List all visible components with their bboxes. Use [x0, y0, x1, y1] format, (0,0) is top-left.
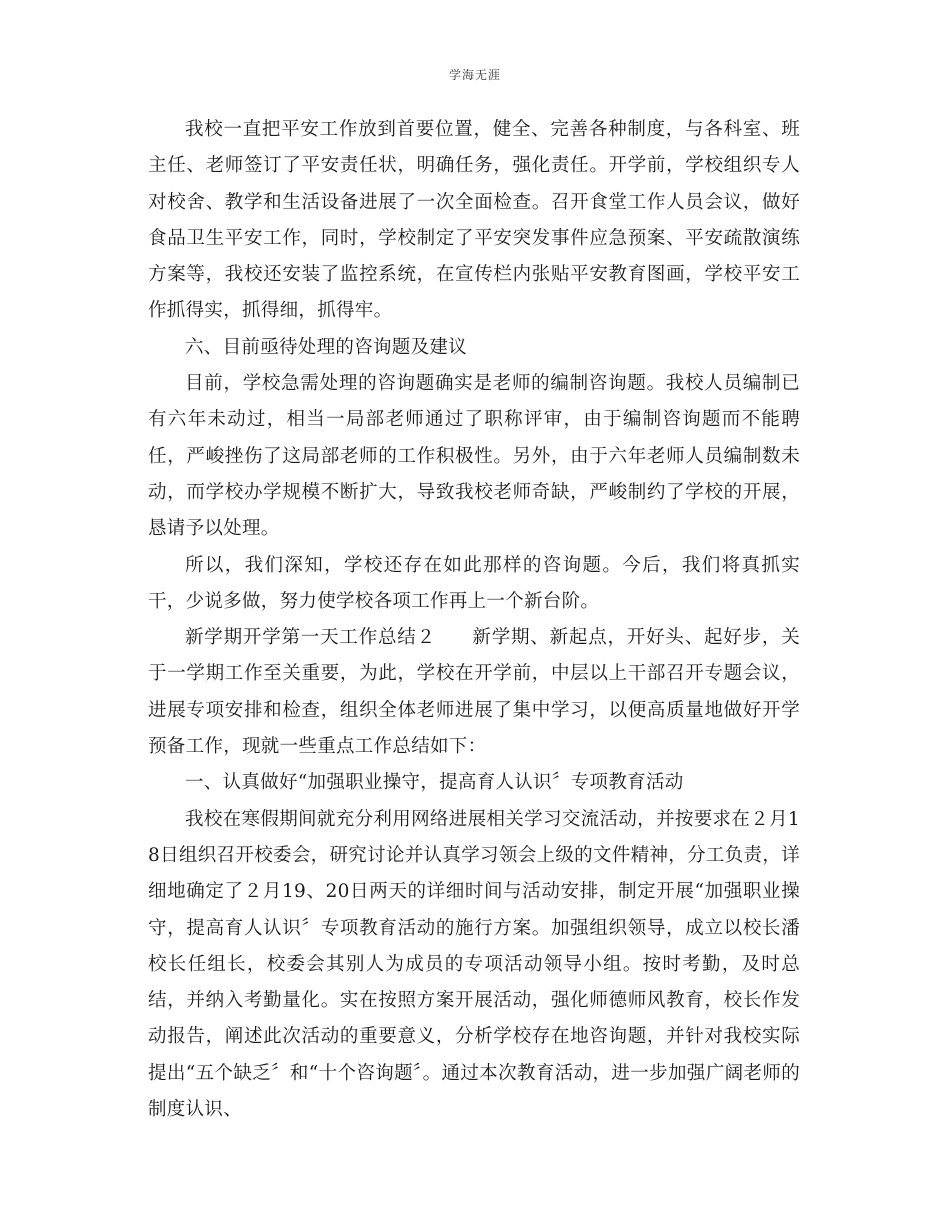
summary-two-body: 新学期、新起点，开好头、起好步，关于一学期工作至关重要，为此，学校在开学前，中层以上干部召开专题会议，进展专项安排和检查，组织全体老师进展了集中学习，以便高质量地做好开学预备工作，现就一些重点工作总结如下： — [148, 627, 800, 758]
summary-two-title: 新学期开学第一天工作总结２ — [185, 627, 436, 649]
section-heading-issues: 六、目前亟待处理的咨询题及建议 — [185, 336, 468, 358]
page-header: 学海无涯 — [448, 68, 501, 82]
paragraph-safety-work: 我校一直把平安工作放到首要位置，健全、完善各种制度，与各科室、班主任、老师签订了平安责任状，明确任务，强化责任。开学前，学校组织专人对校舍、教学和生活设备进展了一次全面检查。召开食堂工作人员会议，做好食品卫生平安工作，同时，学校制定了平安突发事件应急预案、平安疏散演练方案等，我校还安装了监控系统，在宣传栏内张贴平安教育图画，学校平安工作抓得实，抓得细，抓得牢。 — [148, 119, 800, 322]
paragraph-staffing-issue: 目前，学校急需处理的咨询题确实是老师的编制咨询题。我校人员编制已有六年未动过，相当一局部老师通过了职称评审，由于编制咨询题而不能聘任，严峻挫伤了这局部老师的工作积极性。另外，由于六年老师人员编制数未动，而学校办学规模不断扩大，导致我校老师奇缺，严峻制约了学校的开展，恳请予以处理。 — [148, 373, 800, 540]
paragraph-conclusion: 所以，我们深知，学校还存在如此那样的咨询题。今后，我们将真抓实干，少说多做，努力使学校各项工作再上一个新台阶。 — [148, 554, 800, 612]
paragraph-education-activity: 我校在寒假期间就充分利用网络进展相关学习交流活动，并按要求在２月18日组织召开校委会，研究讨论并认真学习领会上级的文件精神，分工负责，详细地确定了２月19、20日两天的详细时间与活动安排，制定开展“加强职业操守，提高育人认识〞专项教育活动的施行方案。加强组织领导，成立以校长潘校长任组长，校委会其别人为成员的专项活动领导小组。按时考勤，及时总结，并纳入考勤量化。实在按照方案开展活动，强化师德师风教育，校长作发动报告，阐述此次活动的重要意义，分析学校存在地咨询题，并针对我校实际提出“五个缺乏〞和“十个咨询题〞。通过本次教育活动，进一步加强广阔老师的制度认识、 — [148, 808, 800, 1121]
paragraph-summary-two — [148, 620, 800, 765]
document-body — [148, 112, 800, 1128]
section-heading-education-activity: 一、认真做好“加强职业操守，提高育人认识〞专项教育活动 — [185, 772, 684, 794]
